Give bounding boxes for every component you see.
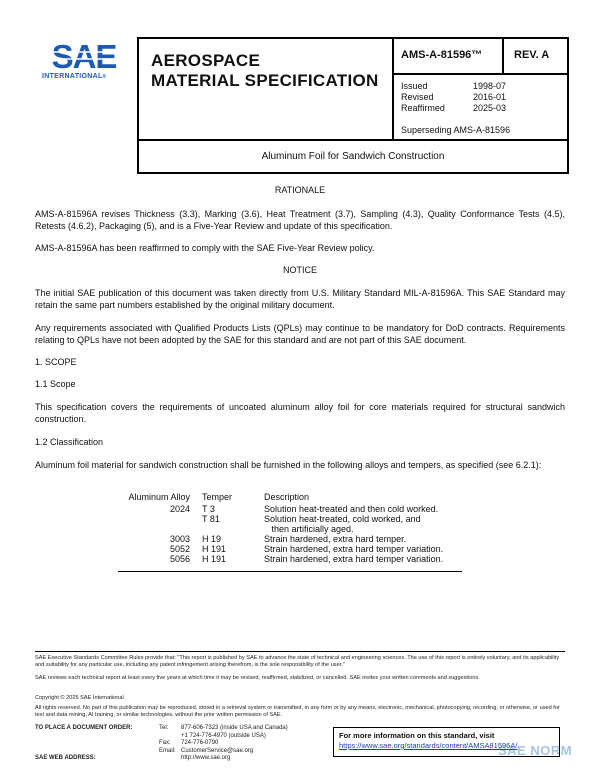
rationale-paragraph-1: AMS-A-81596A revises Thickness (3.3), Marking (3.6), Heat Treatment (3.7), Sampling (4.3), Quality Conformance Tests (4.5), Retests (4.6.2), Packaging (5), and is a Five-Year Review and update of this specification. <box>35 209 565 231</box>
table-bottom-rule <box>118 571 462 572</box>
web-link[interactable]: http://www.sae.org <box>181 755 231 761</box>
footer-divider <box>35 651 565 652</box>
revision-label: REV. A <box>514 49 550 61</box>
svg-text:SAE: SAE <box>51 38 117 75</box>
table-cell-temper: T 3 <box>202 504 215 514</box>
table-row <box>118 514 464 524</box>
section-1-1-paragraph: This specification covers the requirements of uncoated aluminum alloy foil for core materials required for structural sandwich construction. <box>35 402 565 424</box>
fax-label: Fax: <box>159 740 171 746</box>
title-line-1: AEROSPACE <box>151 51 261 70</box>
header-divider <box>139 139 567 141</box>
section-1-2-paragraph: Aluminum foil material for sandwich construction shall be furnished in the following alloys and tempers, as specified (see 6.2.1): <box>35 460 542 470</box>
header-divider <box>502 39 504 73</box>
order-contact-block <box>35 725 288 763</box>
table-cell-description: Solution heat-treated, cold worked, and <box>264 514 421 524</box>
document-dates <box>401 81 506 114</box>
revised-date: 2016-01 <box>473 92 507 102</box>
table-cell-alloy: 5052 <box>169 544 190 554</box>
table-cell-temper: H 191 <box>202 544 227 554</box>
table-cell-alloy: 2024 <box>169 504 190 514</box>
fax-number: 724-776-0790 <box>181 740 219 746</box>
notice-heading: NOTICE <box>282 265 317 275</box>
reaffirmed-date: 2025-03 <box>473 103 507 113</box>
notice-paragraph-2: Any requirements associated with Qualified Products Lists (QPLs) may continue to be mandatory for DoD contracts. Requirements relating to QPLs have not been adopted by the SAE for this standard and are not part of this SAE document. <box>35 323 565 345</box>
sae-logo <box>40 38 128 86</box>
section-1-2-heading: 1.2 Classification <box>35 437 104 447</box>
table-cell-alloy: 3003 <box>169 534 190 544</box>
alloy-temper-table <box>118 492 464 564</box>
sae-norm-watermark: SAE NORM <box>498 743 573 758</box>
table-cell-description: Strain hardened, extra hard temper variation. <box>264 554 444 564</box>
order-label: TO PLACE A DOCUMENT ORDER: <box>35 725 133 731</box>
table-cell-description: then artificially aged. <box>264 524 354 534</box>
rationale-heading: RATIONALE <box>274 185 326 195</box>
footer-rules-note: SAE Executive Standards Committee Rules provide that: "This report is published by SAE to advance the state of technical and engineering sciences. The use of this report is entirely voluntary, and its applicability and suitability for any particular use, including any patent infringement arising therefrom, is the sole responsibility of the user." <box>35 655 560 668</box>
spec-type-title <box>151 51 379 91</box>
table-header-row <box>118 492 464 502</box>
table-cell-description: Strain hardened, extra hard temper. <box>264 534 407 544</box>
document-title: Aluminum Foil for Sandwich Construction <box>261 151 445 162</box>
table-cell-temper: H 191 <box>202 554 227 564</box>
document-number: AMS-A-81596™ <box>401 49 483 61</box>
table-row <box>118 504 464 514</box>
title-line-2: MATERIAL SPECIFICATION <box>151 71 379 90</box>
header-divider <box>392 39 394 139</box>
table-cell-description: Strain hardened, extra hard temper variation. <box>264 544 444 554</box>
footer-copyright: Copyright © 2025 SAE International <box>35 695 124 701</box>
table-row <box>118 534 464 544</box>
document-header <box>137 37 569 174</box>
issued-label: Issued <box>401 81 428 91</box>
table-cell-temper: T 81 <box>202 514 220 524</box>
table-header-temper: Temper <box>202 492 233 502</box>
table-cell-description: Solution heat-treated and then cold worked. <box>264 504 439 514</box>
table-cell-temper: H 19 <box>202 534 222 544</box>
more-info-title: For more information on this standard, visit <box>339 731 495 740</box>
table-cell-alloy <box>118 514 202 524</box>
logo-registered: ® <box>102 74 107 80</box>
superseding-note: Superseding AMS-A-81596 <box>401 125 511 135</box>
table-cell-alloy <box>118 524 202 534</box>
footer-rights-note: All rights reserved. No part of this publication may be reproduced, stored in a retrieval system or transmitted, in any form or by any means, electronic, mechanical, photocopying, recording, or otherwise, or used for text and data mining, AI training, or similar technologies, without the prior written permission of SAE. <box>35 705 560 718</box>
table-header-alloy: Aluminum Alloy <box>128 492 190 502</box>
table-row <box>118 554 464 564</box>
table-row <box>118 524 464 534</box>
section-1-1-heading: 1.1 Scope <box>35 379 76 389</box>
table-cell-temper <box>202 524 264 534</box>
header-divider <box>392 73 569 75</box>
issued-date: 1998-07 <box>473 81 507 91</box>
tel-number-intl[interactable]: +1 724-776-4970 (outside USA) <box>181 732 266 739</box>
email-link[interactable]: CustomerService@sae.org <box>181 747 254 754</box>
table-row <box>118 544 464 554</box>
web-label: SAE WEB ADDRESS: <box>35 755 96 761</box>
tel-label: Tel: <box>159 725 169 731</box>
section-1-heading: 1. SCOPE <box>35 357 77 367</box>
rationale-paragraph-2: AMS-A-81596A has been reaffirmed to comply with the SAE Five-Year Review policy. <box>35 243 375 253</box>
logo-subtext: INTERNATIONAL <box>42 73 103 80</box>
notice-paragraph-1: The initial SAE publication of this document was taken directly from U.S. Military Standard MIL-A-81596A. This SAE Standard may retain the same part numbers established by the original military document. <box>35 288 565 310</box>
table-header-description: Description <box>264 492 310 502</box>
table-cell-alloy: 5056 <box>169 554 190 564</box>
revised-label: Revised <box>401 92 434 102</box>
email-label: Email: <box>159 747 176 754</box>
reaffirmed-label: Reaffirmed <box>401 103 445 113</box>
tel-number[interactable]: 877-606-7323 (inside USA and Canada) <box>181 725 288 731</box>
standard-url-link[interactable]: https://www.sae.org/standards/content/AMSA81596A/ <box>339 741 518 750</box>
footer-review-note: SAE reviews each technical report at least every five years at which time it may be revised, reaffirmed, stabilized, or cancelled. SAE invites your written comments and suggestions. <box>35 675 480 681</box>
